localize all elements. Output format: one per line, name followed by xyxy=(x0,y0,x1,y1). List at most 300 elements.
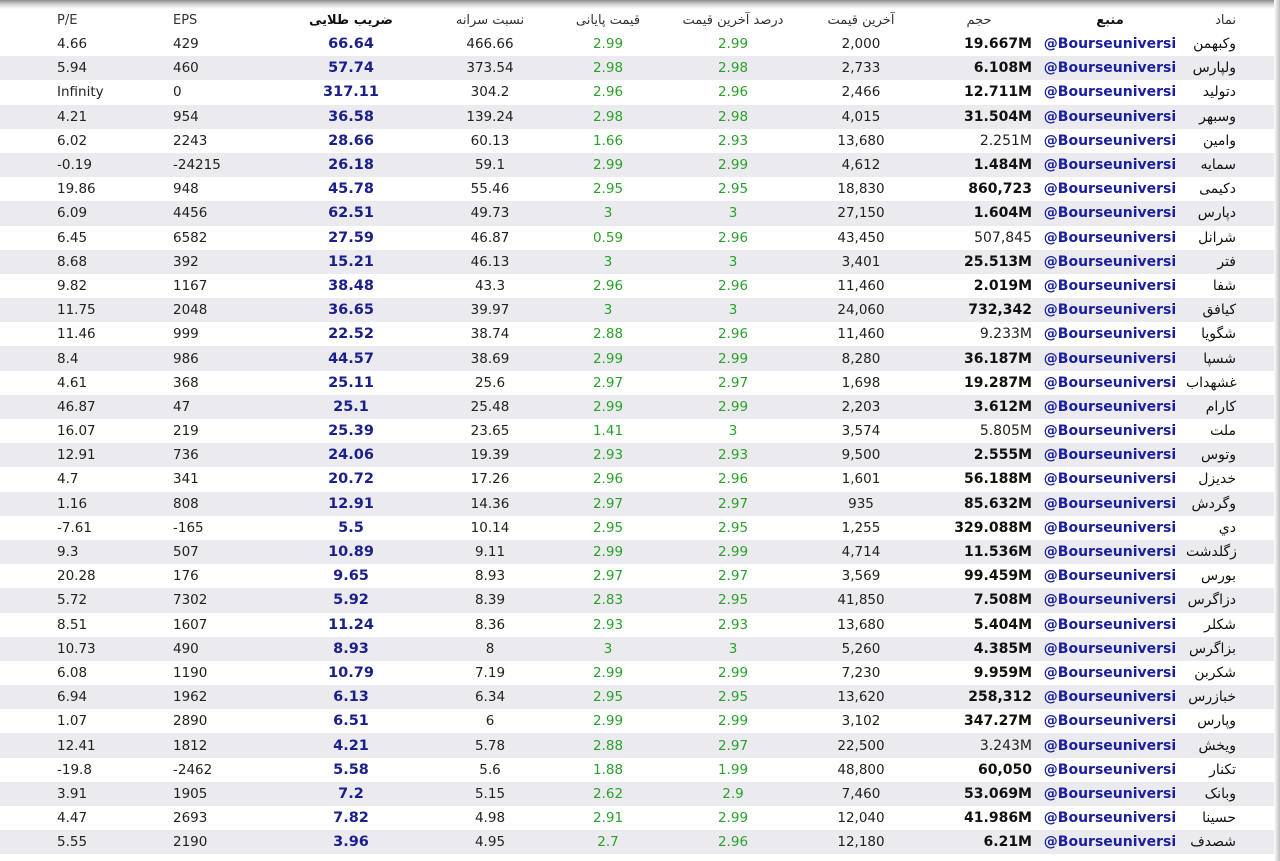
cell-last-price-percent: 3 xyxy=(668,201,798,225)
cell-last-price-percent: 2.96 xyxy=(717,84,749,101)
cell-symbol: وکبهمن xyxy=(1193,36,1236,53)
cell-pe: 9.3 xyxy=(0,540,155,564)
cell-symbol: شصدف xyxy=(1186,830,1274,854)
cell-golden-ratio: 66.64 xyxy=(328,36,374,53)
cell-last-price: 27,150 xyxy=(798,201,924,225)
cell-source[interactable]: @Bourseuniversi xyxy=(1043,36,1177,53)
cell-symbol: بورس xyxy=(1201,568,1236,585)
cell-per-capita-ratio: 17.26 xyxy=(470,471,510,488)
cell-golden-ratio: 45.78 xyxy=(328,181,374,198)
cell-last-price: 3,574 xyxy=(841,423,881,440)
cell-source[interactable]: @Bourseuniversi xyxy=(1043,423,1177,440)
cell-golden-ratio: 15.21 xyxy=(270,250,432,274)
cell-pe: Infinity xyxy=(57,84,104,101)
table-row[interactable] xyxy=(0,274,1274,298)
cell-eps: 1167 xyxy=(173,277,208,294)
cell-closing-price: 2.98 xyxy=(548,56,668,80)
cell-last-price-percent: 2.99 xyxy=(717,36,749,53)
cell-last-price: 3,102 xyxy=(841,713,881,730)
cell-eps: 6582 xyxy=(173,229,208,246)
cell-last-price: 12,040 xyxy=(837,810,885,827)
table-row[interactable] xyxy=(0,32,1274,56)
cell-symbol: وتوس xyxy=(1186,443,1274,467)
cell-closing-price: 0.59 xyxy=(592,229,624,246)
table-row[interactable] xyxy=(0,395,1274,419)
cell-symbol: غشهداب xyxy=(1186,374,1237,391)
table-row[interactable] xyxy=(0,226,1274,250)
cell-eps: -24215 xyxy=(155,153,270,177)
cell-source[interactable]: @Bourseuniversi xyxy=(1043,713,1177,730)
cell-volume: 56.188M xyxy=(964,471,1032,488)
cell-last-price-percent: 2.96 xyxy=(717,471,749,488)
cell-per-capita-ratio: 46.13 xyxy=(432,250,548,274)
cell-eps: 999 xyxy=(173,326,199,343)
header-per-capita-ratio[interactable]: نسبت سرانه xyxy=(455,12,525,28)
cell-source[interactable]: @Bourseuniversi xyxy=(1043,616,1177,633)
cell-eps: 507 xyxy=(155,540,270,564)
cell-closing-price: 2.96 xyxy=(592,471,624,488)
cell-symbol: دکیمی xyxy=(1199,181,1236,198)
cell-eps: 736 xyxy=(155,443,270,467)
cell-pe: 16.07 xyxy=(57,423,96,440)
cell-golden-ratio: 7.2 xyxy=(270,782,432,806)
cell-eps: 219 xyxy=(173,423,199,440)
header-closing-price[interactable]: قیمت پایانی xyxy=(575,12,641,28)
cell-closing-price: 1.88 xyxy=(592,761,624,778)
cell-eps: 460 xyxy=(155,56,270,80)
cell-volume: 6.21M xyxy=(924,830,1034,854)
cell-volume: 3.243M xyxy=(924,733,1034,757)
cell-pe: 6.09 xyxy=(0,201,155,225)
cell-pe: 19.86 xyxy=(57,181,96,198)
cell-per-capita-ratio: 8.39 xyxy=(432,588,548,612)
cell-pe: 5.94 xyxy=(0,56,155,80)
cell-per-capita-ratio: 43.3 xyxy=(474,277,506,294)
cell-closing-price: 2.98 xyxy=(548,105,668,129)
cell-per-capita-ratio: 466.66 xyxy=(466,36,514,53)
cell-volume: 3.612M xyxy=(924,395,1034,419)
table-row[interactable] xyxy=(0,346,1274,370)
cell-per-capita-ratio: 25.6 xyxy=(474,374,506,391)
cell-symbol: خدیزل xyxy=(1198,471,1236,488)
header-pe[interactable]: P/E xyxy=(57,12,78,28)
cell-eps: 948 xyxy=(173,181,199,198)
table-row[interactable] xyxy=(0,492,1274,516)
cell-last-price-percent: 2.96 xyxy=(717,277,749,294)
cell-source[interactable]: @Bourseuniversi xyxy=(1043,374,1177,391)
cell-pe: 12.41 xyxy=(0,733,155,757)
cell-last-price-percent: 2.98 xyxy=(668,56,798,80)
cell-eps: 2243 xyxy=(173,132,208,149)
cell-volume: 347.27M xyxy=(964,713,1032,730)
cell-pe: 20.28 xyxy=(57,568,96,585)
cell-last-price: 11,460 xyxy=(837,326,885,343)
cell-source[interactable]: @Bourseuniversi xyxy=(1034,443,1186,467)
cell-last-price: 12,180 xyxy=(798,830,924,854)
cell-per-capita-ratio: 38.69 xyxy=(432,346,548,370)
cell-source[interactable]: @Bourseuniversi xyxy=(1043,519,1177,536)
cell-volume: 11.536M xyxy=(924,540,1034,564)
cell-source[interactable]: @Bourseuniversi xyxy=(1034,56,1186,80)
cell-eps: 176 xyxy=(173,568,199,585)
cell-last-price: 43,450 xyxy=(837,229,885,246)
cell-closing-price: 3 xyxy=(548,201,668,225)
cell-golden-ratio: 38.48 xyxy=(328,277,374,294)
table-row[interactable] xyxy=(0,177,1274,201)
cell-last-price-percent: 2.95 xyxy=(717,181,749,198)
table-row[interactable] xyxy=(0,613,1274,637)
cell-last-price: 5,260 xyxy=(798,637,924,661)
cell-pe: -0.19 xyxy=(0,153,155,177)
cell-source[interactable]: @Bourseuniversi xyxy=(1043,664,1177,681)
cell-last-price-percent: 2.96 xyxy=(717,326,749,343)
cell-pe: 6.94 xyxy=(0,685,155,709)
cell-volume: 2.251M xyxy=(979,132,1032,149)
cell-volume: 329.088M xyxy=(954,519,1032,536)
cell-last-price: 935 xyxy=(798,492,924,516)
cell-pe: 4.66 xyxy=(57,36,88,53)
cell-volume: 25.513M xyxy=(924,250,1034,274)
cell-volume: 1.484M xyxy=(924,153,1034,177)
cell-per-capita-ratio: 9.11 xyxy=(432,540,548,564)
cell-golden-ratio: 25.39 xyxy=(328,423,374,440)
cell-volume: 6.108M xyxy=(924,56,1034,80)
cell-symbol: وپارس xyxy=(1197,713,1236,730)
cell-eps: 1962 xyxy=(155,685,270,709)
cell-last-price-percent: 2.93 xyxy=(717,132,749,149)
cell-golden-ratio: 8.93 xyxy=(270,637,432,661)
cell-symbol: شفا xyxy=(1212,277,1236,294)
cell-last-price: 4,714 xyxy=(798,540,924,564)
cell-volume: 9.959M xyxy=(973,664,1032,681)
cell-last-price-percent: 3 xyxy=(668,298,798,322)
cell-pe: 11.46 xyxy=(57,326,96,343)
cell-last-price: 41,850 xyxy=(798,588,924,612)
cell-closing-price: 3 xyxy=(548,250,668,274)
cell-closing-price: 2.99 xyxy=(592,664,624,681)
cell-eps: 986 xyxy=(155,346,270,370)
cell-source[interactable]: @Bourseuniversi xyxy=(1034,637,1186,661)
cell-closing-price: 2.97 xyxy=(592,568,624,585)
cell-eps: 490 xyxy=(155,637,270,661)
cell-last-price: 1,601 xyxy=(841,471,881,488)
cell-eps: 4456 xyxy=(155,201,270,225)
cell-golden-ratio: 3.96 xyxy=(270,830,432,854)
cell-source[interactable]: @Bourseuniversi xyxy=(1043,326,1177,343)
cell-source[interactable]: @Bourseuniversi xyxy=(1043,277,1177,294)
cell-symbol: شکربن xyxy=(1194,664,1236,681)
cell-pe: 6.02 xyxy=(57,132,88,149)
cell-closing-price: 2.96 xyxy=(592,84,624,101)
cell-symbol: فتر xyxy=(1186,250,1274,274)
cell-per-capita-ratio: 8 xyxy=(432,637,548,661)
cell-source[interactable]: @Bourseuniversi xyxy=(1034,588,1186,612)
cell-source[interactable]: @Bourseuniversi xyxy=(1034,201,1186,225)
cell-symbol: کارام xyxy=(1186,395,1274,419)
cell-volume: 258,312 xyxy=(924,685,1034,709)
header-symbol[interactable]: نماد xyxy=(1215,12,1236,28)
cell-pe: 8.68 xyxy=(0,250,155,274)
cell-eps: -165 xyxy=(173,519,204,536)
cell-pe: 8.4 xyxy=(0,346,155,370)
cell-last-price: 4,612 xyxy=(798,153,924,177)
cell-pe: 11.75 xyxy=(0,298,155,322)
cell-source[interactable]: @Bourseuniversi xyxy=(1034,395,1186,419)
table-row[interactable] xyxy=(0,322,1274,346)
cell-volume: 19.667M xyxy=(964,36,1032,53)
cell-per-capita-ratio: 304.2 xyxy=(470,84,510,101)
cell-per-capita-ratio: 25.48 xyxy=(432,395,548,419)
cell-golden-ratio: 24.06 xyxy=(270,443,432,467)
cell-source[interactable]: @Bourseuniversi xyxy=(1043,471,1177,488)
cell-per-capita-ratio: 49.73 xyxy=(432,201,548,225)
cell-per-capita-ratio: 4.98 xyxy=(474,810,506,827)
cell-symbol: دتولید xyxy=(1202,84,1236,101)
header-last-price-percent[interactable]: درصد آخرین قیمت xyxy=(682,12,784,28)
cell-golden-ratio: 36.65 xyxy=(270,298,432,322)
cell-last-price-percent: 2.93 xyxy=(717,616,749,633)
cell-last-price: 13,680 xyxy=(837,616,885,633)
cell-source[interactable]: @Bourseuniversi xyxy=(1034,250,1186,274)
cell-last-price: 2,000 xyxy=(841,36,881,53)
cell-last-price: 7,460 xyxy=(798,782,924,806)
cell-source[interactable]: @Bourseuniversi xyxy=(1034,492,1186,516)
table-row[interactable] xyxy=(0,709,1274,733)
cell-last-price: 8,280 xyxy=(798,346,924,370)
table-row[interactable] xyxy=(0,540,1274,564)
cell-golden-ratio: 57.74 xyxy=(270,56,432,80)
cell-last-price-percent: 2.96 xyxy=(668,830,798,854)
header-source[interactable]: منبع xyxy=(1096,12,1124,28)
cell-eps: 1607 xyxy=(173,616,208,633)
table-row[interactable] xyxy=(0,467,1274,491)
cell-closing-price: 2.99 xyxy=(548,540,668,564)
cell-pe: 8.51 xyxy=(57,616,88,633)
cell-last-price-percent: 2.9 xyxy=(668,782,798,806)
table-row[interactable] xyxy=(0,733,1274,757)
cell-volume: 2.555M xyxy=(924,443,1034,467)
cell-last-price: 9,500 xyxy=(798,443,924,467)
table-row[interactable] xyxy=(0,830,1274,854)
cell-per-capita-ratio: 4.95 xyxy=(432,830,548,854)
cell-last-price-percent: 2.99 xyxy=(668,153,798,177)
cell-symbol: ویخش xyxy=(1186,733,1274,757)
cell-source[interactable]: @Bourseuniversi xyxy=(1043,181,1177,198)
cell-golden-ratio: 5.58 xyxy=(333,761,369,778)
table-row[interactable] xyxy=(0,419,1274,443)
cell-last-price-percent: 2.99 xyxy=(668,346,798,370)
cell-golden-ratio: 4.21 xyxy=(270,733,432,757)
cell-source[interactable]: @Bourseuniversi xyxy=(1043,568,1177,585)
header-volume[interactable]: حجم xyxy=(966,12,992,28)
cell-last-price: 4,015 xyxy=(798,105,924,129)
cell-closing-price: 2.95 xyxy=(548,685,668,709)
table-row[interactable] xyxy=(0,201,1274,225)
cell-eps: 0 xyxy=(173,84,182,101)
cell-source[interactable]: @Bourseuniversi xyxy=(1043,84,1177,101)
table-row[interactable] xyxy=(0,371,1274,395)
cell-volume: 53.069M xyxy=(924,782,1034,806)
cell-closing-price: 2.95 xyxy=(592,181,624,198)
cell-source[interactable]: @Bourseuniversi xyxy=(1034,540,1186,564)
cell-last-price-percent: 2.97 xyxy=(668,733,798,757)
cell-last-price: 7,230 xyxy=(841,664,881,681)
table-row[interactable] xyxy=(0,153,1274,177)
table-row[interactable] xyxy=(0,782,1274,806)
cell-last-price-percent: 2.93 xyxy=(668,443,798,467)
cell-per-capita-ratio: 5.15 xyxy=(432,782,548,806)
cell-closing-price: 2.95 xyxy=(592,519,624,536)
cell-symbol: شسپا xyxy=(1186,346,1274,370)
cell-pe: 4.47 xyxy=(57,810,88,827)
cell-last-price: 2,466 xyxy=(841,84,881,101)
cell-per-capita-ratio: 5.78 xyxy=(432,733,548,757)
table-row[interactable] xyxy=(0,105,1274,129)
cell-volume: 507,845 xyxy=(974,229,1032,246)
header-last-price[interactable]: آخرین قیمت xyxy=(827,12,895,28)
cell-golden-ratio: 317.11 xyxy=(323,84,379,101)
cell-eps: 392 xyxy=(155,250,270,274)
cell-volume: 19.287M xyxy=(964,374,1032,391)
cell-pe: 12.91 xyxy=(0,443,155,467)
cell-closing-price: 2.97 xyxy=(548,492,668,516)
cell-closing-price: 2.99 xyxy=(592,36,624,53)
cell-per-capita-ratio: 59.1 xyxy=(432,153,548,177)
table-row[interactable] xyxy=(0,588,1274,612)
table-row[interactable] xyxy=(0,661,1274,685)
cell-pe: 6.08 xyxy=(57,664,88,681)
cell-pe: 3.91 xyxy=(0,782,155,806)
cell-last-price-percent: 2.99 xyxy=(717,810,749,827)
table-row[interactable] xyxy=(0,298,1274,322)
cell-closing-price: 1.66 xyxy=(592,132,624,149)
cell-closing-price: 2.99 xyxy=(548,346,668,370)
table-row[interactable] xyxy=(0,564,1274,588)
cell-pe: 6.45 xyxy=(57,229,88,246)
cell-eps: 954 xyxy=(155,105,270,129)
cell-pe: 1.16 xyxy=(0,492,155,516)
table-row[interactable] xyxy=(0,516,1274,540)
cell-symbol: تکنار xyxy=(1209,761,1236,778)
cell-per-capita-ratio: 23.65 xyxy=(470,423,510,440)
table-row[interactable] xyxy=(0,806,1274,830)
cell-last-price-percent: 1.99 xyxy=(717,761,749,778)
cell-source[interactable]: @Bourseuniversi xyxy=(1043,810,1177,827)
cell-source[interactable]: @Bourseuniversi xyxy=(1034,346,1186,370)
cell-source[interactable]: @Bourseuniversi xyxy=(1034,298,1186,322)
cell-last-price-percent: 2.99 xyxy=(668,395,798,419)
cell-closing-price: 2.88 xyxy=(548,733,668,757)
cell-eps: 808 xyxy=(155,492,270,516)
table-row[interactable] xyxy=(0,250,1274,274)
cell-symbol: وگردش xyxy=(1186,492,1274,516)
cell-golden-ratio: 25.1 xyxy=(270,395,432,419)
table-row[interactable] xyxy=(0,685,1274,709)
cell-symbol: شرانل xyxy=(1198,229,1236,246)
cell-per-capita-ratio: 19.39 xyxy=(432,443,548,467)
cell-source[interactable]: @Bourseuniversi xyxy=(1043,761,1177,778)
cell-eps: 1190 xyxy=(173,664,208,681)
cell-per-capita-ratio: 139.24 xyxy=(432,105,548,129)
cell-symbol: وبانک xyxy=(1186,782,1274,806)
cell-eps: 341 xyxy=(173,471,199,488)
cell-last-price: 24,060 xyxy=(798,298,924,322)
cell-symbol: ولپارس xyxy=(1186,56,1274,80)
cell-per-capita-ratio: 373.54 xyxy=(432,56,548,80)
cell-last-price: 3,401 xyxy=(798,250,924,274)
cell-closing-price: 2.91 xyxy=(592,810,624,827)
cell-symbol: شکلر xyxy=(1204,616,1236,633)
cell-eps: 47 xyxy=(155,395,270,419)
table-row[interactable] xyxy=(0,637,1274,661)
table-row[interactable] xyxy=(0,80,1274,104)
cell-eps: 2693 xyxy=(173,810,208,827)
cell-last-price: 18,830 xyxy=(837,181,885,198)
cell-eps: -2462 xyxy=(173,761,213,778)
cell-symbol: دي xyxy=(1218,519,1236,536)
cell-pe: -7.61 xyxy=(57,519,92,536)
cell-source[interactable]: @Bourseuniversi xyxy=(1034,733,1186,757)
cell-golden-ratio: 36.58 xyxy=(270,105,432,129)
cell-symbol: شگویا xyxy=(1201,326,1236,343)
cell-pe: 5.55 xyxy=(0,830,155,854)
cell-last-price: 48,800 xyxy=(837,761,885,778)
cell-per-capita-ratio: 6.34 xyxy=(432,685,548,709)
cell-per-capita-ratio: 5.6 xyxy=(479,761,501,778)
cell-golden-ratio: 22.52 xyxy=(328,326,374,343)
cell-closing-price: 2.99 xyxy=(592,713,624,730)
cell-last-price: 13,620 xyxy=(798,685,924,709)
cell-pe: 9.82 xyxy=(57,277,88,294)
cell-source[interactable]: @Bourseuniversi xyxy=(1034,105,1186,129)
cell-source[interactable]: @Bourseuniversi xyxy=(1043,229,1177,246)
cell-last-price: 13,680 xyxy=(837,132,885,149)
cell-closing-price: 2.99 xyxy=(548,153,668,177)
cell-volume: 36.187M xyxy=(924,346,1034,370)
table-row[interactable] xyxy=(0,443,1274,467)
cell-closing-price: 2.83 xyxy=(548,588,668,612)
cell-source[interactable]: @Bourseuniversi xyxy=(1043,132,1177,149)
table-row[interactable] xyxy=(0,56,1274,80)
cell-volume: 732,342 xyxy=(924,298,1034,322)
table-row[interactable] xyxy=(0,758,1274,782)
cell-symbol: کیافق xyxy=(1186,298,1274,322)
cell-per-capita-ratio: 14.36 xyxy=(432,492,548,516)
cell-last-price-percent: 2.98 xyxy=(668,105,798,129)
cell-golden-ratio: 20.72 xyxy=(328,471,374,488)
table-row[interactable] xyxy=(0,129,1274,153)
header-eps[interactable]: EPS xyxy=(173,12,198,28)
cell-per-capita-ratio: 8.93 xyxy=(474,568,506,585)
cell-last-price: 22,500 xyxy=(798,733,924,757)
cell-source[interactable]: @Bourseuniversi xyxy=(1034,153,1186,177)
table-header-row xyxy=(0,8,1274,32)
cell-symbol: حسینا xyxy=(1202,810,1236,827)
cell-closing-price: 2.7 xyxy=(548,830,668,854)
cell-last-price: 11,460 xyxy=(837,277,885,294)
cell-last-price-percent: 2.95 xyxy=(668,685,798,709)
cell-per-capita-ratio: 38.74 xyxy=(470,326,510,343)
cell-eps: 1812 xyxy=(155,733,270,757)
cell-volume: 12.711M xyxy=(964,84,1032,101)
cell-last-price-percent: 2.99 xyxy=(717,713,749,730)
cell-source[interactable]: @Bourseuniversi xyxy=(1034,782,1186,806)
cell-source[interactable]: @Bourseuniversi xyxy=(1034,685,1186,709)
cell-source[interactable]: @Bourseuniversi xyxy=(1034,830,1186,854)
header-golden-ratio[interactable]: ضریب طلایی xyxy=(309,12,393,28)
cell-last-price-percent: 2.99 xyxy=(668,540,798,564)
cell-golden-ratio: 10.89 xyxy=(270,540,432,564)
